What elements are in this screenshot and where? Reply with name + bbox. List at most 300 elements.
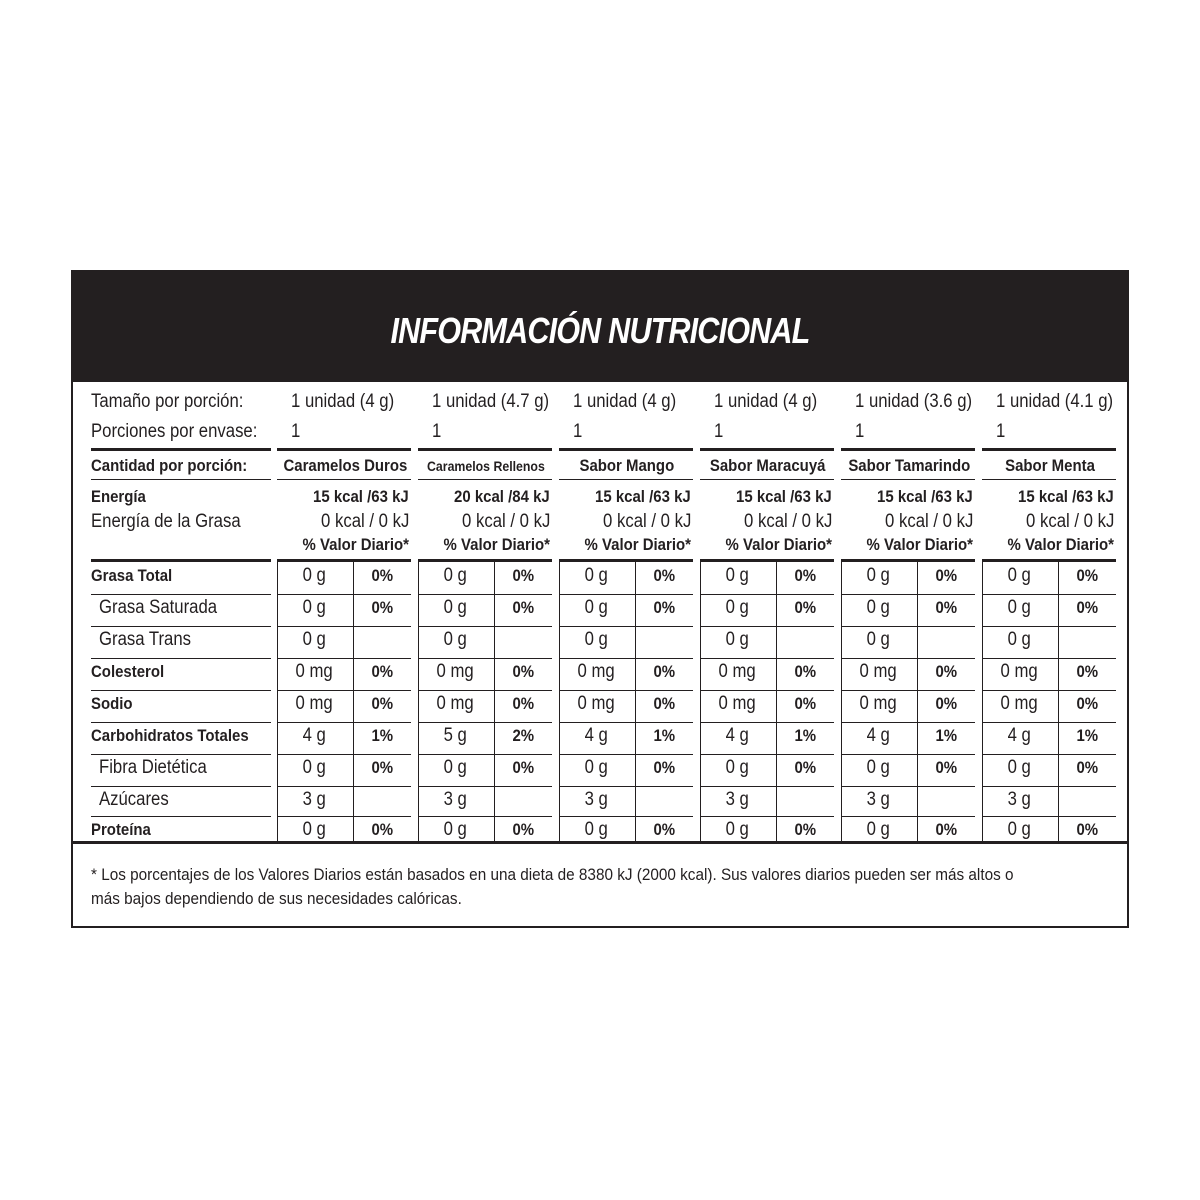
serving-size-value [291, 391, 408, 413]
nutrient-daily-value [353, 565, 411, 587]
servings-value [573, 421, 584, 443]
product-name [416, 455, 556, 477]
nutrient-amount [980, 789, 1058, 811]
servings-value [291, 421, 302, 443]
nutrient-label-text: Azúcares [99, 789, 169, 810]
daily-value-header-text: % Valor Diario* [866, 535, 973, 554]
nutrient-amount-text: 0 g [443, 565, 467, 586]
nutrient-label [91, 661, 174, 683]
nutrient-amount [839, 661, 917, 683]
nutrient-daily-value-text: 1% [1076, 726, 1098, 745]
nutrient-daily-value-text: 0% [1076, 820, 1098, 839]
nutrient-daily-value-text: 1% [653, 726, 675, 745]
column-divider [841, 561, 842, 841]
energy-from-fat-value-text: 0 kcal / 0 kJ [743, 511, 832, 532]
nutrient-amount [980, 757, 1058, 779]
serving-size-value [573, 391, 690, 413]
row-divider [559, 626, 693, 627]
nutrient-label [91, 725, 270, 747]
divider [700, 448, 834, 451]
nutrient-daily-value [1058, 661, 1116, 683]
nutrient-daily-value-text: 0% [371, 566, 393, 585]
nutrient-amount-text: 0 g [443, 629, 467, 650]
nutrient-amount [557, 629, 635, 651]
nutrient-daily-value-text: 0% [512, 694, 534, 713]
nutrient-amount-text: 0 g [725, 629, 749, 650]
nutrient-daily-value-text: 2% [512, 726, 534, 745]
energy-value [839, 486, 973, 508]
column-divider [559, 561, 560, 841]
daily-value-header [980, 534, 1114, 556]
nutrient-daily-value [917, 661, 975, 683]
row-divider [841, 690, 975, 691]
nutrient-daily-value-text: 0% [512, 820, 534, 839]
nutrient-daily-value-text: 0% [653, 820, 675, 839]
energy-value [275, 486, 409, 508]
nutrient-daily-value [635, 629, 693, 651]
product-name-text: Sabor Maracuyá [710, 456, 826, 475]
nutrient-amount-text: 0 mg [577, 661, 615, 682]
nutrient-daily-value-text: 0% [794, 598, 816, 617]
nutrient-daily-value-text: 0% [935, 662, 957, 681]
nutrient-daily-value [917, 597, 975, 619]
row-divider [418, 816, 552, 817]
nutrient-daily-value-text: 0% [794, 694, 816, 713]
nutrient-amount-text: 0 g [443, 819, 467, 840]
nutrient-amount-text: 0 g [866, 597, 890, 618]
nutrient-amount [275, 629, 353, 651]
nutrient-daily-value [494, 629, 552, 651]
row-divider [982, 722, 1116, 723]
nutrient-amount-text: 0 mg [859, 693, 897, 714]
nutrient-amount-text: 3 g [725, 789, 749, 810]
serving-size-label-text: Tamaño por porción: [91, 391, 244, 412]
nutrient-daily-value-text: 0% [512, 566, 534, 585]
daily-value-header-text: % Valor Diario* [302, 535, 409, 554]
energy-value-text: 15 kcal /63 kJ [595, 487, 691, 506]
nutrition-facts-panel [71, 270, 1129, 928]
serving-size-value [432, 391, 565, 413]
nutrient-amount [839, 693, 917, 715]
nutrient-amount [557, 819, 635, 841]
divider [559, 559, 693, 562]
nutrient-amount [416, 789, 494, 811]
nutrient-amount-text: 0 mg [436, 693, 474, 714]
row-divider [841, 816, 975, 817]
servings-value-text: 1 [855, 421, 865, 442]
nutrient-amount-text: 0 g [866, 757, 890, 778]
nutrient-label-text: Grasa Saturada [99, 597, 218, 618]
nutrient-daily-value [353, 693, 411, 715]
servings-value [714, 421, 725, 443]
nutrient-amount-text: 0 g [725, 819, 749, 840]
row-divider [982, 816, 1116, 817]
nutrient-amount [980, 819, 1058, 841]
daily-value-header-text: % Valor Diario* [443, 535, 550, 554]
product-name [557, 455, 697, 477]
daily-value-header-text: % Valor Diario* [725, 535, 832, 554]
footnote [91, 863, 1121, 911]
divider [277, 448, 411, 451]
nutrient-daily-value-text: 0% [653, 758, 675, 777]
nutrient-amount [980, 565, 1058, 587]
nutrient-daily-value-text: 0% [371, 694, 393, 713]
product-name-text: Caramelos Duros [283, 456, 408, 475]
servings-value-text: 1 [996, 421, 1006, 442]
daily-value-header [839, 534, 973, 556]
row-divider [700, 594, 834, 595]
row-divider [418, 754, 552, 755]
nutrient-amount [557, 597, 635, 619]
nutrient-amount [698, 789, 776, 811]
row-divider [277, 658, 411, 659]
nutrient-amount-text: 0 g [866, 629, 890, 650]
nutrient-daily-value [494, 789, 552, 811]
nutrient-amount-text: 0 g [1007, 629, 1031, 650]
nutrient-label-text: Carbohidratos Totales [91, 726, 249, 745]
nutrient-amount-text: 0 g [584, 565, 608, 586]
row-divider [91, 658, 271, 659]
row-divider [841, 754, 975, 755]
serving-size-value-text: 1 unidad (4 g) [291, 391, 395, 412]
nutrient-daily-value [494, 819, 552, 841]
nutrient-daily-value-text: 1% [371, 726, 393, 745]
panel-title: INFORMACIÓN NUTRICIONAL [390, 310, 810, 351]
nutrient-daily-value [1058, 693, 1116, 715]
nutrient-amount [557, 725, 635, 747]
energy-from-fat-value [839, 511, 973, 533]
serving-size-value-text: 1 unidad (4.7 g) [432, 391, 550, 412]
nutrient-amount-text: 0 g [302, 629, 326, 650]
nutrient-daily-value [1058, 725, 1116, 747]
amount-per-serving-label-text: Cantidad por porción: [91, 456, 248, 475]
nutrient-amount-text: 0 g [584, 597, 608, 618]
nutrient-amount-text: 0 g [584, 757, 608, 778]
nutrient-amount [839, 629, 917, 651]
nutrient-amount [839, 757, 917, 779]
nutrient-amount [416, 819, 494, 841]
row-divider [418, 722, 552, 723]
energy-value [557, 486, 691, 508]
column-divider [776, 561, 777, 841]
serving-size-value-text: 1 unidad (4 g) [573, 391, 677, 412]
energy-label [91, 486, 153, 508]
product-name-text: Sabor Mango [579, 456, 675, 475]
serving-size-label [91, 391, 264, 413]
row-divider [277, 594, 411, 595]
nutrient-daily-value [494, 597, 552, 619]
nutrient-daily-value-text: 0% [371, 598, 393, 617]
energy-from-fat-value [275, 511, 409, 533]
divider [418, 448, 552, 451]
nutrient-amount [275, 597, 353, 619]
nutrient-daily-value [776, 789, 834, 811]
servings-value-text: 1 [291, 421, 301, 442]
divider [841, 559, 975, 562]
product-name [980, 455, 1120, 477]
nutrient-label [91, 693, 138, 715]
nutrient-label-text: Grasa Total [91, 566, 173, 585]
row-divider [841, 594, 975, 595]
nutrient-daily-value-text: 0% [935, 820, 957, 839]
servings-value [996, 421, 1007, 443]
daily-value-header-text: % Valor Diario* [584, 535, 691, 554]
divider [982, 479, 1116, 480]
nutrient-amount [980, 597, 1058, 619]
row-divider [982, 626, 1116, 627]
energy-label-text: Energía [91, 487, 146, 506]
row-divider [91, 722, 271, 723]
column-divider [418, 561, 419, 841]
nutrient-daily-value [353, 757, 411, 779]
nutrient-daily-value-text: 1% [935, 726, 957, 745]
nutrient-daily-value-text: 0% [935, 566, 957, 585]
serving-size-value-text: 1 unidad (3.6 g) [855, 391, 973, 412]
nutrient-daily-value-text: 0% [371, 758, 393, 777]
nutrient-daily-value-text: 1% [794, 726, 816, 745]
serving-size-value [855, 391, 988, 413]
divider [700, 559, 834, 562]
nutrient-amount-text: 0 mg [1000, 661, 1038, 682]
nutrient-amount [698, 661, 776, 683]
nutrient-daily-value-text: 0% [653, 694, 675, 713]
nutrient-daily-value [1058, 757, 1116, 779]
nutrient-daily-value [1058, 629, 1116, 651]
nutrient-daily-value-text: 0% [794, 758, 816, 777]
title-bar [73, 272, 1127, 382]
row-divider [277, 722, 411, 723]
row-divider [700, 754, 834, 755]
nutrient-daily-value [776, 565, 834, 587]
nutrient-amount-text: 3 g [1007, 789, 1031, 810]
energy-value-text: 15 kcal /63 kJ [736, 487, 832, 506]
divider [91, 448, 271, 451]
nutrient-amount [416, 693, 494, 715]
nutrient-daily-value [353, 597, 411, 619]
nutrient-amount [980, 725, 1058, 747]
nutrient-daily-value-text: 0% [794, 566, 816, 585]
divider [559, 479, 693, 480]
column-divider [353, 561, 354, 841]
daily-value-header [416, 534, 550, 556]
nutrient-amount-text: 0 g [302, 819, 326, 840]
nutrient-label [99, 629, 204, 651]
energy-from-fat-value [557, 511, 691, 533]
nutrient-daily-value [635, 819, 693, 841]
nutrient-amount-text: 3 g [443, 789, 467, 810]
energy-from-fat-value [416, 511, 550, 533]
nutrient-amount [416, 757, 494, 779]
nutrient-daily-value-text: 0% [935, 694, 957, 713]
nutrient-amount [275, 565, 353, 587]
column-divider [1058, 561, 1059, 841]
nutrient-amount [980, 661, 1058, 683]
nutrient-daily-value-text: 0% [935, 598, 957, 617]
product-name-text: Sabor Tamarindo [848, 456, 970, 475]
row-divider [700, 786, 834, 787]
nutrient-daily-value [917, 789, 975, 811]
nutrient-label [91, 565, 183, 587]
nutrient-amount-text: 0 mg [718, 693, 756, 714]
row-divider [700, 816, 834, 817]
row-divider [91, 594, 271, 595]
row-divider [559, 690, 693, 691]
nutrient-daily-value [776, 661, 834, 683]
nutrient-label [99, 597, 233, 619]
nutrient-label-text: Colesterol [91, 662, 165, 681]
nutrient-daily-value [917, 757, 975, 779]
row-divider [418, 658, 552, 659]
nutrient-daily-value [776, 629, 834, 651]
row-divider [559, 786, 693, 787]
nutrient-amount-text: 0 mg [295, 693, 333, 714]
nutrient-daily-value [494, 693, 552, 715]
row-divider [418, 690, 552, 691]
nutrient-amount [698, 629, 776, 651]
product-name-text: Caramelos Rellenos [427, 458, 545, 474]
nutrient-amount-text: 3 g [302, 789, 326, 810]
nutrient-label [91, 819, 159, 841]
nutrient-daily-value [635, 661, 693, 683]
nutrient-daily-value [353, 661, 411, 683]
energy-from-fat-label-text: Energía de la Grasa [91, 511, 241, 532]
servings-value-text: 1 [714, 421, 724, 442]
nutrient-amount-text: 0 g [302, 757, 326, 778]
nutrient-amount-text: 0 g [1007, 597, 1031, 618]
nutrient-daily-value-text: 0% [653, 598, 675, 617]
row-divider [982, 658, 1116, 659]
nutrient-amount [557, 789, 635, 811]
nutrient-amount-text: 5 g [443, 725, 467, 746]
nutrient-daily-value [776, 725, 834, 747]
footnote-text: * Los porcentajes de los Valores Diarios están basados en una dieta de 8380 kJ (2000 kcal). Sus valores diarios pueden ser más altos o más bajos dependiendo de sus necesidades calóricas. [91, 865, 1014, 908]
energy-from-fat-value-text: 0 kcal / 0 kJ [320, 511, 409, 532]
product-name [698, 455, 838, 477]
nutrient-amount [416, 597, 494, 619]
divider [559, 448, 693, 451]
row-divider [559, 754, 693, 755]
nutrient-daily-value [635, 565, 693, 587]
nutrient-amount [698, 565, 776, 587]
nutrient-amount-text: 0 g [866, 565, 890, 586]
row-divider [277, 786, 411, 787]
amount-per-serving-label [91, 455, 269, 477]
row-divider [277, 754, 411, 755]
nutrient-amount [275, 661, 353, 683]
nutrient-amount [839, 597, 917, 619]
row-divider [418, 626, 552, 627]
nutrient-daily-value-text: 0% [371, 662, 393, 681]
nutrient-daily-value [1058, 597, 1116, 619]
nutrient-daily-value-text: 0% [653, 566, 675, 585]
daily-value-header-text: % Valor Diario* [1007, 535, 1114, 554]
row-divider [700, 722, 834, 723]
daily-value-header [275, 534, 409, 556]
nutrient-amount-text: 0 g [725, 597, 749, 618]
serving-size-value-text: 1 unidad (4 g) [714, 391, 818, 412]
servings-value-text: 1 [432, 421, 442, 442]
daily-value-header [698, 534, 832, 556]
nutrient-daily-value [635, 693, 693, 715]
column-divider [917, 561, 918, 841]
nutrient-daily-value [635, 725, 693, 747]
row-divider [418, 594, 552, 595]
nutrient-amount-text: 0 mg [718, 661, 756, 682]
nutrient-daily-value-text: 0% [653, 662, 675, 681]
divider [982, 448, 1116, 451]
energy-from-fat-value [980, 511, 1114, 533]
divider [841, 479, 975, 480]
nutrient-daily-value [494, 757, 552, 779]
row-divider [700, 626, 834, 627]
nutrient-amount-text: 0 g [302, 597, 326, 618]
column-divider [635, 561, 636, 841]
row-divider [559, 594, 693, 595]
nutrient-amount [416, 725, 494, 747]
energy-value [698, 486, 832, 508]
nutrient-daily-value [635, 789, 693, 811]
product-name [839, 455, 979, 477]
row-divider [841, 786, 975, 787]
row-divider [277, 626, 411, 627]
nutrient-daily-value [917, 819, 975, 841]
row-divider [841, 722, 975, 723]
nutrient-amount-text: 0 g [1007, 819, 1031, 840]
nutrient-amount-text: 0 mg [436, 661, 474, 682]
nutrient-amount-text: 3 g [866, 789, 890, 810]
nutrient-daily-value-text: 0% [1076, 598, 1098, 617]
column-divider [700, 561, 701, 841]
nutrient-label-text: Grasa Trans [99, 629, 192, 650]
nutrient-daily-value [353, 725, 411, 747]
column-divider [982, 561, 983, 841]
nutrient-amount [416, 565, 494, 587]
energy-value-text: 15 kcal /63 kJ [877, 487, 973, 506]
energy-from-fat-value-text: 0 kcal / 0 kJ [1025, 511, 1114, 532]
nutrient-amount [416, 661, 494, 683]
nutrient-daily-value [494, 565, 552, 587]
servings-per-container-label [91, 421, 280, 443]
nutrient-amount-text: 3 g [584, 789, 608, 810]
divider [91, 559, 271, 562]
nutrient-amount [557, 565, 635, 587]
nutrient-amount [557, 693, 635, 715]
table-bottom-divider [73, 841, 1127, 844]
nutrient-daily-value-text: 0% [1076, 694, 1098, 713]
divider [418, 559, 552, 562]
nutrient-daily-value [353, 819, 411, 841]
nutrient-daily-value [1058, 819, 1116, 841]
energy-from-fat-label [91, 511, 261, 533]
nutrient-label [99, 789, 178, 811]
nutrient-amount-text: 4 g [1007, 725, 1031, 746]
row-divider [418, 786, 552, 787]
nutrient-amount-text: 4 g [302, 725, 326, 746]
nutrient-daily-value [776, 693, 834, 715]
servings-value-text: 1 [573, 421, 583, 442]
row-divider [277, 690, 411, 691]
nutrient-amount-text: 0 g [584, 819, 608, 840]
energy-value-text: 15 kcal /63 kJ [1018, 487, 1114, 506]
row-divider [700, 658, 834, 659]
nutrient-amount [698, 819, 776, 841]
nutrient-daily-value-text: 0% [794, 662, 816, 681]
nutrient-amount [839, 789, 917, 811]
nutrient-amount-text: 0 g [866, 819, 890, 840]
row-divider [559, 658, 693, 659]
row-divider [91, 816, 271, 817]
row-divider [841, 658, 975, 659]
